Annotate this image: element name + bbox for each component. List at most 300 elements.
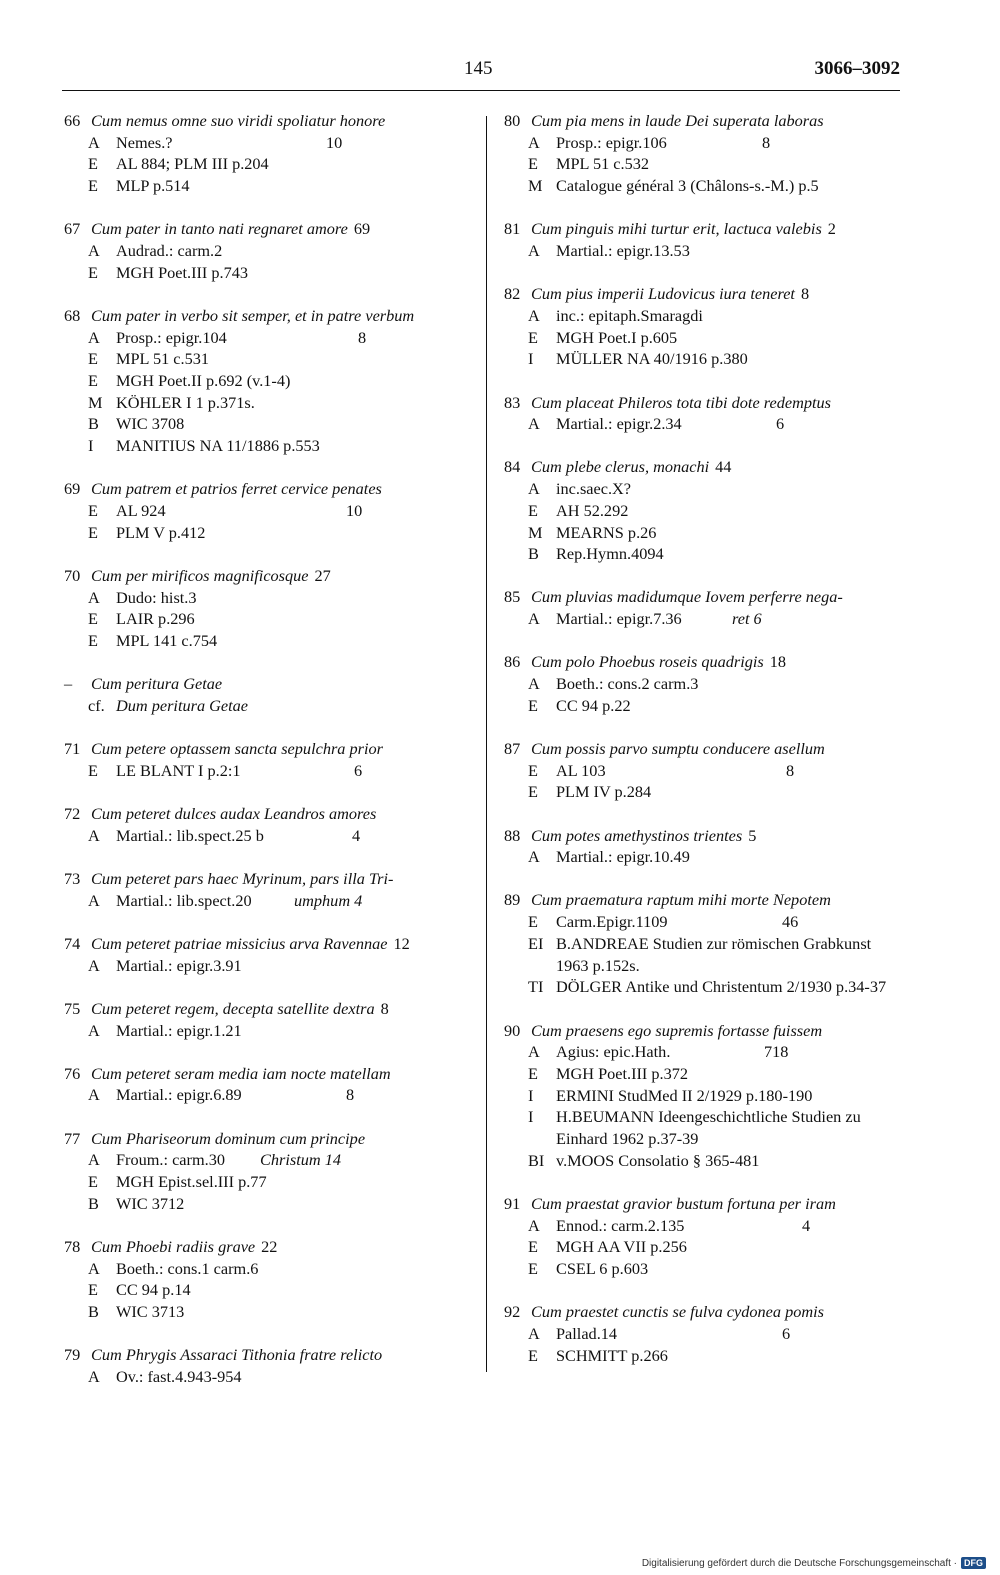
entry-number: 88 (504, 825, 521, 845)
entry-heading (64, 803, 476, 825)
left-column (64, 110, 476, 1409)
source-type: A (88, 1150, 100, 1170)
source-reference-text: AL 103 (556, 760, 606, 780)
source-reference-text: Carm.Epigr.1109 (556, 912, 668, 932)
source-reference (556, 543, 898, 565)
entry-incipit: Cum peteret dulces audax Leandros amores (91, 804, 377, 824)
source-reference (556, 522, 898, 544)
source-reference-text: Pallad.14 (556, 1323, 618, 1343)
source-row (504, 1258, 898, 1280)
source-type: A (88, 1085, 100, 1105)
source-reference-text: MGH Epist.sel.III p.77 (116, 1172, 267, 1192)
source-reference-text: LAIR p.296 (116, 609, 195, 629)
source-row (64, 435, 476, 457)
entry-incipit: Cum peteret seram media iam nocte matellam (91, 1063, 391, 1083)
source-row (504, 543, 898, 565)
entry-incipit: Cum praestet cunctis se fulva cydonea pomis (531, 1302, 825, 1322)
source-reference (116, 522, 476, 544)
source-type: A (528, 609, 540, 629)
source-reference-text: LE BLANT I p.2:1 (116, 760, 241, 780)
source-reference (556, 240, 898, 262)
source-reference-text: DÖLGER Antike und Christentum 2/1930 p.34-37 (556, 977, 887, 997)
line-count: 22 (261, 1236, 278, 1256)
source-type: I (528, 1085, 534, 1105)
entry-number: 86 (504, 652, 521, 672)
entry-number: 83 (504, 392, 521, 412)
source-reference (556, 327, 898, 349)
entry-number: 76 (64, 1063, 81, 1083)
source-type: A (88, 241, 100, 261)
source-type: TI (528, 977, 544, 997)
entry (64, 1344, 476, 1387)
source-type: E (528, 154, 538, 174)
source-type: E (88, 631, 98, 651)
source-reference-text: Audrad.: carm.2 (116, 241, 223, 261)
source-reference-text: Dudo: hist.3 (116, 587, 197, 607)
entry (64, 478, 476, 543)
entry (504, 456, 898, 565)
source-row (504, 1323, 898, 1345)
entry-number: 74 (64, 933, 81, 953)
line-count: 18 (769, 652, 787, 672)
source-type: A (88, 1258, 100, 1278)
source-reference-text: MPL 51 c.531 (116, 349, 210, 369)
entry-incipit: Cum pater in tanto nati regnaret amore (91, 219, 348, 239)
source-type: A (88, 955, 100, 975)
source-row (64, 1193, 476, 1215)
entry-incipit: Cum peteret pars haec Myrinum, pars illa Tri- (91, 868, 394, 888)
source-reference (116, 153, 476, 175)
entry-heading (504, 1020, 898, 1042)
source-reference (556, 1323, 898, 1345)
entry-heading (64, 1236, 476, 1258)
source-type: E (528, 1345, 538, 1365)
entry-heading (64, 673, 476, 695)
source-row (504, 781, 898, 803)
source-type: E (88, 1280, 98, 1300)
source-row (64, 262, 476, 284)
source-row (504, 413, 898, 435)
entry-number: 89 (504, 890, 521, 910)
source-reference-text: Froum.: carm.30 (116, 1150, 225, 1170)
line-count: 10 (346, 501, 363, 521)
entry-incipit: Cum plebe clerus, monachi (531, 457, 710, 477)
entry (504, 825, 898, 868)
source-reference-text: SCHMITT p.266 (556, 1345, 668, 1365)
source-row (504, 976, 898, 998)
source-reference-text: MPL 141 c.754 (116, 631, 218, 651)
source-reference (116, 955, 476, 977)
source-type: B (88, 1193, 99, 1213)
source-row (504, 175, 898, 197)
entry-incipit: Cum pinguis mihi turtur erit, lactuca valebis (531, 219, 822, 239)
source-type: E (528, 1259, 538, 1279)
source-type: M (88, 392, 103, 412)
source-reference (116, 262, 476, 284)
entry (64, 673, 476, 716)
source-type: E (88, 262, 98, 282)
source-reference (116, 175, 476, 197)
source-reference (116, 500, 476, 522)
source-row (64, 348, 476, 370)
source-reference-text: AH 52.292 (556, 500, 629, 520)
entry-heading (64, 478, 476, 500)
source-reference (116, 1301, 476, 1323)
source-reference (556, 760, 898, 782)
source-reference (556, 132, 898, 154)
entry-heading (64, 998, 476, 1020)
source-row (64, 587, 476, 609)
entry-number: 66 (64, 111, 81, 130)
source-reference (556, 608, 898, 630)
entry-heading (504, 283, 898, 305)
source-type: E (528, 695, 538, 715)
source-row (64, 240, 476, 262)
line-count: 6 (354, 760, 363, 780)
source-row (504, 1106, 898, 1149)
source-type: B (528, 544, 539, 564)
source-reference-text: Martial.: lib.spect.25 b (116, 825, 264, 845)
line-count: umphum 4 (294, 890, 363, 910)
entry-number: 71 (64, 739, 81, 759)
source-reference (556, 781, 898, 803)
source-type: A (88, 825, 100, 845)
source-type: A (528, 1215, 540, 1235)
source-reference-text: inc.saec.X? (556, 479, 632, 499)
source-reference-text: MGH Poet.I p.605 (556, 327, 678, 347)
entry (504, 218, 898, 261)
source-row (64, 760, 476, 782)
source-row (64, 1020, 476, 1042)
entry-heading (64, 1063, 476, 1085)
entry (64, 1236, 476, 1323)
footer (642, 1557, 986, 1569)
source-row (504, 1215, 898, 1237)
source-row (504, 305, 898, 327)
entry-number: 73 (64, 868, 81, 888)
source-row (64, 890, 476, 912)
source-row (64, 153, 476, 175)
source-row (504, 673, 898, 695)
source-reference-text: Rep.Hymn.4094 (556, 544, 664, 564)
entry (64, 218, 476, 283)
line-count: 8 (786, 760, 795, 780)
source-type: A (528, 414, 540, 434)
source-type: E (528, 912, 538, 932)
entry-incipit: Cum potes amethystinos trientes (531, 825, 743, 845)
source-reference (116, 695, 476, 717)
entry-incipit: Cum peteret regem, decepta satellite dextra (91, 998, 375, 1018)
source-reference-text: MPL 51 c.532 (556, 154, 650, 174)
source-reference-text: WIC 3712 (116, 1193, 185, 1213)
line-count: 44 (715, 457, 732, 477)
source-reference (556, 1041, 898, 1063)
line-count: 12 (393, 933, 410, 953)
entry-heading (64, 933, 476, 955)
entry (504, 1020, 898, 1172)
entry-heading (64, 1128, 476, 1150)
entry-heading (64, 868, 476, 890)
source-reference (116, 1193, 476, 1215)
dfg-logo: DFG (961, 1557, 986, 1569)
source-type: A (528, 1323, 540, 1343)
line-count: ret 6 (732, 609, 762, 629)
source-reference-text: AL 924 (116, 501, 166, 521)
entry-number: 68 (64, 305, 81, 325)
source-row (504, 153, 898, 175)
source-reference (116, 370, 476, 392)
source-type: I (528, 349, 534, 369)
source-reference (116, 327, 476, 349)
source-reference (556, 305, 898, 327)
source-reference (556, 500, 898, 522)
entry-incipit: Cum Phrygis Assaraci Tithonia fratre relicto (91, 1345, 383, 1365)
footer-text: Digitalisierung gefördert durch die Deutsche Forschungsgemeinschaft · (641, 1557, 957, 1569)
source-row (504, 1041, 898, 1063)
source-reference-text: CC 94 p.14 (116, 1280, 191, 1300)
source-reference (556, 911, 898, 933)
source-type: E (528, 1237, 538, 1257)
source-row (504, 348, 898, 370)
entry-incipit: Cum pater in verbo sit semper, et in patre verbum (91, 305, 415, 325)
entry-heading (64, 218, 476, 240)
source-reference-text: Prosp.: epigr.104 (116, 327, 227, 347)
source-reference-text: inc.: epitaph.Smaragdi (556, 305, 703, 325)
entry-incipit: Cum nemus omne suo viridi spoliatur honore (91, 111, 386, 130)
source-type: M (528, 522, 543, 542)
entry-incipit: Cum possis parvo sumptu conducere asellum (531, 738, 825, 758)
line-count: 4 (802, 1215, 811, 1235)
source-reference (116, 1084, 476, 1106)
entry-number: 67 (64, 219, 81, 239)
source-type: E (528, 760, 538, 780)
source-reference (556, 1345, 898, 1367)
entry-number: 84 (504, 457, 521, 477)
source-reference-text: MGH AA VII p.256 (556, 1237, 687, 1257)
source-row (64, 413, 476, 435)
source-row (504, 1236, 898, 1258)
source-reference-text: MEARNS p.26 (556, 522, 657, 542)
source-reference (556, 673, 898, 695)
page-header (62, 58, 900, 91)
source-reference (556, 1258, 898, 1280)
source-type: E (88, 371, 98, 391)
line-count: 718 (764, 1042, 789, 1062)
source-row (504, 1085, 898, 1107)
source-row (504, 1150, 898, 1172)
source-reference (556, 1150, 898, 1172)
source-row (504, 695, 898, 717)
source-reference (556, 846, 898, 868)
source-reference (116, 1149, 476, 1171)
entry (504, 1193, 898, 1280)
entry-heading (504, 651, 898, 673)
source-reference-text: Martial.: epigr.10.49 (556, 847, 690, 867)
source-type: A (88, 1020, 100, 1040)
source-reference-text: KÖHLER I 1 p.371s. (116, 392, 255, 412)
line-count: 27 (314, 565, 331, 585)
entry-heading (64, 565, 476, 587)
entry-incipit: Cum praestat gravior bustum fortuna per iram (531, 1193, 836, 1213)
entry-number: 77 (64, 1128, 81, 1148)
source-row (504, 478, 898, 500)
source-type: B (88, 414, 99, 434)
source-type: E (528, 1063, 538, 1083)
source-reference-text: Martial.: epigr.7.36 (556, 609, 682, 629)
source-reference-text: Agius: epic.Hath. (556, 1042, 671, 1062)
entry (504, 738, 898, 803)
entry-number: 92 (504, 1302, 521, 1322)
source-reference (556, 1215, 898, 1237)
source-type: BI (528, 1150, 545, 1170)
entry-heading (504, 889, 898, 911)
source-row (64, 522, 476, 544)
source-reference (556, 175, 898, 197)
source-reference (556, 976, 898, 998)
source-reference (116, 392, 476, 414)
source-reference (556, 1236, 898, 1258)
entry-heading (64, 110, 476, 132)
entry (504, 283, 898, 370)
source-reference (556, 413, 898, 435)
entry-incipit: Cum pius imperii Ludovicus iura teneret (531, 284, 795, 304)
source-reference (116, 608, 476, 630)
entry-incipit: Cum peritura Getae (91, 674, 223, 694)
source-reference (116, 435, 476, 457)
source-reference (116, 413, 476, 435)
source-row (504, 522, 898, 544)
entry-incipit: Cum polo Phoebus roseis quadrigis (531, 652, 764, 672)
source-type: A (88, 890, 100, 910)
source-type: A (528, 674, 540, 694)
entry-number: 79 (64, 1345, 81, 1365)
source-type: E (528, 782, 538, 802)
source-reference-text: Martial.: lib.spect.20 (116, 890, 252, 910)
source-type: E (88, 609, 98, 629)
source-row (64, 392, 476, 414)
entry-number: 90 (504, 1020, 521, 1040)
source-reference-text: H.BEUMANN Ideengeschichtliche Studien zu Einhard 1962 p.37-39 (556, 1107, 861, 1149)
source-reference (116, 760, 476, 782)
entry (504, 889, 898, 998)
entry-heading (504, 456, 898, 478)
line-count: 2 (827, 219, 836, 239)
entry (64, 803, 476, 846)
entry-incipit: Cum per mirificos magnificosque (91, 565, 309, 585)
line-count: 6 (776, 414, 785, 434)
source-row (64, 175, 476, 197)
entry-heading (64, 738, 476, 760)
source-reference (556, 1085, 898, 1107)
entry-number: 82 (504, 284, 521, 304)
source-type: cf. (88, 695, 105, 715)
source-reference-text: CSEL 6 p.603 (556, 1259, 649, 1279)
entry-incipit: Cum praesens ego supremis fortasse fuissem (531, 1020, 823, 1040)
source-row (64, 327, 476, 349)
source-reference (116, 1279, 476, 1301)
source-type: A (88, 327, 100, 347)
source-reference (116, 348, 476, 370)
source-type: I (88, 436, 94, 456)
entry-heading (64, 305, 476, 327)
source-reference-text: Prosp.: epigr.106 (556, 132, 667, 152)
entry-heading (504, 1193, 898, 1215)
source-reference-text: v.MOOS Consolatio § 365-481 (556, 1150, 760, 1170)
line-count: 10 (326, 132, 343, 152)
entry-incipit: Cum pia mens in laude Dei superata laboras (531, 111, 824, 130)
source-type: E (88, 349, 98, 369)
entry-number: 78 (64, 1236, 81, 1256)
source-reference (116, 1171, 476, 1193)
source-reference-text: WIC 3713 (116, 1302, 185, 1322)
source-row (504, 500, 898, 522)
source-row (64, 1171, 476, 1193)
entry (64, 305, 476, 457)
source-type: E (88, 760, 98, 780)
entry-heading (504, 110, 898, 132)
entry-number: 91 (504, 1193, 521, 1213)
line-count: 8 (800, 284, 810, 304)
entry-heading (504, 586, 898, 608)
entry-number: 87 (504, 738, 521, 758)
entry (64, 1128, 476, 1215)
source-reference (116, 825, 476, 847)
source-reference (116, 1020, 476, 1042)
entry-heading (504, 392, 898, 414)
source-reference-text: Martial.: epigr.6.89 (116, 1085, 242, 1105)
source-reference-text: MGH Poet.III p.372 (556, 1063, 689, 1083)
entry (504, 1301, 898, 1366)
source-reference-text: MANITIUS NA 11/1886 p.553 (116, 436, 320, 456)
entry (504, 651, 898, 716)
entry-heading (504, 825, 898, 847)
entry-heading (64, 1344, 476, 1366)
source-reference (556, 695, 898, 717)
source-row (64, 500, 476, 522)
entry-heading (504, 1301, 898, 1323)
entry (64, 1063, 476, 1106)
source-row (64, 1301, 476, 1323)
source-reference-text: Catalogue général 3 (Châlons-s.-M.) p.5 (556, 176, 819, 196)
line-count: 8 (346, 1085, 355, 1105)
entry-incipit: Cum Phariseorum dominum cum principe (91, 1128, 366, 1148)
source-row (64, 825, 476, 847)
entry-incipit: Cum petere optassem sancta sepulchra prior (91, 739, 383, 759)
source-type: M (528, 176, 543, 196)
entry-number: 75 (64, 998, 81, 1018)
source-row (64, 1149, 476, 1171)
line-count: 5 (748, 825, 757, 845)
source-reference-text: PLM IV p.284 (556, 782, 652, 802)
page-number: 145 (464, 58, 493, 79)
source-reference-text: Martial.: epigr.3.91 (116, 955, 242, 975)
source-type: A (88, 1366, 100, 1386)
line-count: 8 (358, 327, 367, 347)
line-count: 8 (380, 998, 389, 1018)
source-reference (116, 132, 476, 154)
source-type: I (528, 1107, 534, 1127)
entry-incipit: Cum Phoebi radiis grave (91, 1236, 256, 1256)
source-row (504, 327, 898, 349)
source-reference-text: ERMINI StudMed II 2/1929 p.180-190 (556, 1085, 813, 1105)
source-type: A (528, 847, 540, 867)
source-type: A (528, 241, 540, 261)
source-reference-text: B.ANDREAE Studien zur römischen Grabkunst 1963 p.152s. (556, 933, 872, 975)
source-reference (556, 153, 898, 175)
source-type: E (88, 1172, 98, 1192)
entry-range: 3066–3092 (814, 58, 900, 79)
source-row (64, 608, 476, 630)
